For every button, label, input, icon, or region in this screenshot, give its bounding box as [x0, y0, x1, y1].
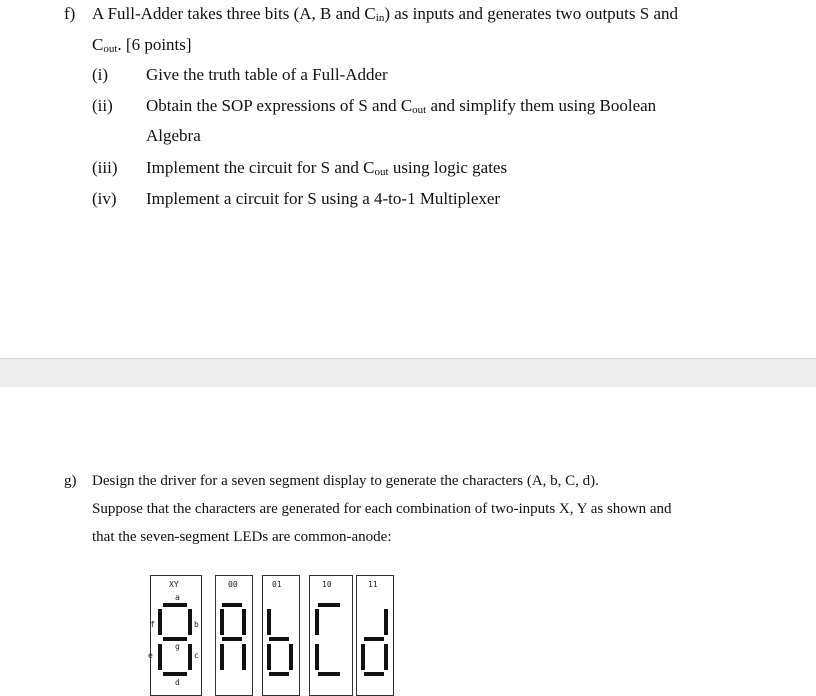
digit-00-seg-f [220, 609, 224, 635]
seg-label-a: a [175, 593, 180, 602]
seg-label-e: e [148, 651, 153, 660]
part-g-marker: g) [64, 473, 77, 489]
ref-seg-b [188, 609, 192, 635]
digit-00-seg-g [222, 637, 242, 641]
ref-seg-c [188, 644, 192, 670]
digit-11-seg-d [364, 672, 384, 676]
item-ii-number: (ii) [92, 96, 113, 115]
item-ii-text-cont: Algebra [146, 126, 201, 145]
ref-seg-g [163, 637, 187, 641]
header-11: 11 [368, 580, 378, 589]
header-10: 10 [322, 580, 332, 589]
digit-01-seg-g [269, 637, 289, 641]
part-f-intro: A Full-Adder takes three bits (A, B and $C_{in}$) as inputs and generates two outputs S and [92, 4, 679, 24]
page-part-g [0, 387, 816, 694]
ref-seg-e [158, 644, 162, 670]
item-iii-number: (iii) [92, 158, 118, 177]
seg-label-g: g [175, 642, 180, 651]
part-g-line3: that the seven-segment LEDs are common-anode: [92, 529, 392, 545]
digit-01-seg-e [267, 644, 271, 670]
part-f-marker: f) [64, 4, 76, 23]
seg-label-b: b [194, 620, 199, 629]
digit-10-seg-f [315, 609, 319, 635]
seg-label-d: d [175, 678, 180, 687]
item-ii-text: Obtain the SOP expressions of S and $C_{out}$ and simplify them using Boolean [146, 96, 657, 116]
item-iii-text: Implement the circuit for S and $C_{out}$ using logic gates [146, 158, 508, 178]
digit-00-seg-e [220, 644, 224, 670]
ref-seg-d [163, 672, 187, 676]
part-g-line2: Suppose that the characters are generated for each combination of two-inputs X, Y as shown and [92, 501, 672, 517]
header-01: 01 [272, 580, 282, 589]
item-iv-number: (iv) [92, 189, 117, 208]
box-01 [262, 575, 300, 696]
part-g-line1: Design the driver for a seven segment display to generate the characters (A, b, C, d). [92, 473, 599, 489]
digit-01-seg-d [269, 672, 289, 676]
digit-11-seg-g [364, 637, 384, 641]
digit-00-seg-a [222, 603, 242, 607]
digit-01-seg-c [289, 644, 293, 670]
page-gap [0, 358, 816, 388]
digit-10-seg-a [318, 603, 340, 607]
part-f-points: $C_{out}$. [6 points] [92, 35, 192, 55]
digit-10-seg-d [318, 672, 340, 676]
item-i-text: Give the truth table of a Full-Adder [146, 65, 388, 84]
item-i-number: (i) [92, 65, 109, 84]
digit-10-seg-e [315, 644, 319, 670]
box-10 [309, 575, 353, 696]
seg-label-f: f [150, 620, 155, 629]
digit-11-seg-c [384, 644, 388, 670]
header-00: 00 [228, 580, 238, 589]
box-11 [356, 575, 394, 696]
ref-seg-a [163, 603, 187, 607]
ref-seg-f [158, 609, 162, 635]
digit-11-seg-e [361, 644, 365, 670]
header-xy: XY [169, 580, 179, 589]
digit-00-seg-b [242, 609, 246, 635]
digit-11-seg-b [384, 609, 388, 635]
item-iv-text: Implement a circuit for S using a 4-to-1 Multiplexer [146, 189, 501, 208]
digit-00-seg-c [242, 644, 246, 670]
box-00 [215, 575, 253, 696]
digit-01-seg-f [267, 609, 271, 635]
seg-label-c: c [194, 651, 199, 660]
